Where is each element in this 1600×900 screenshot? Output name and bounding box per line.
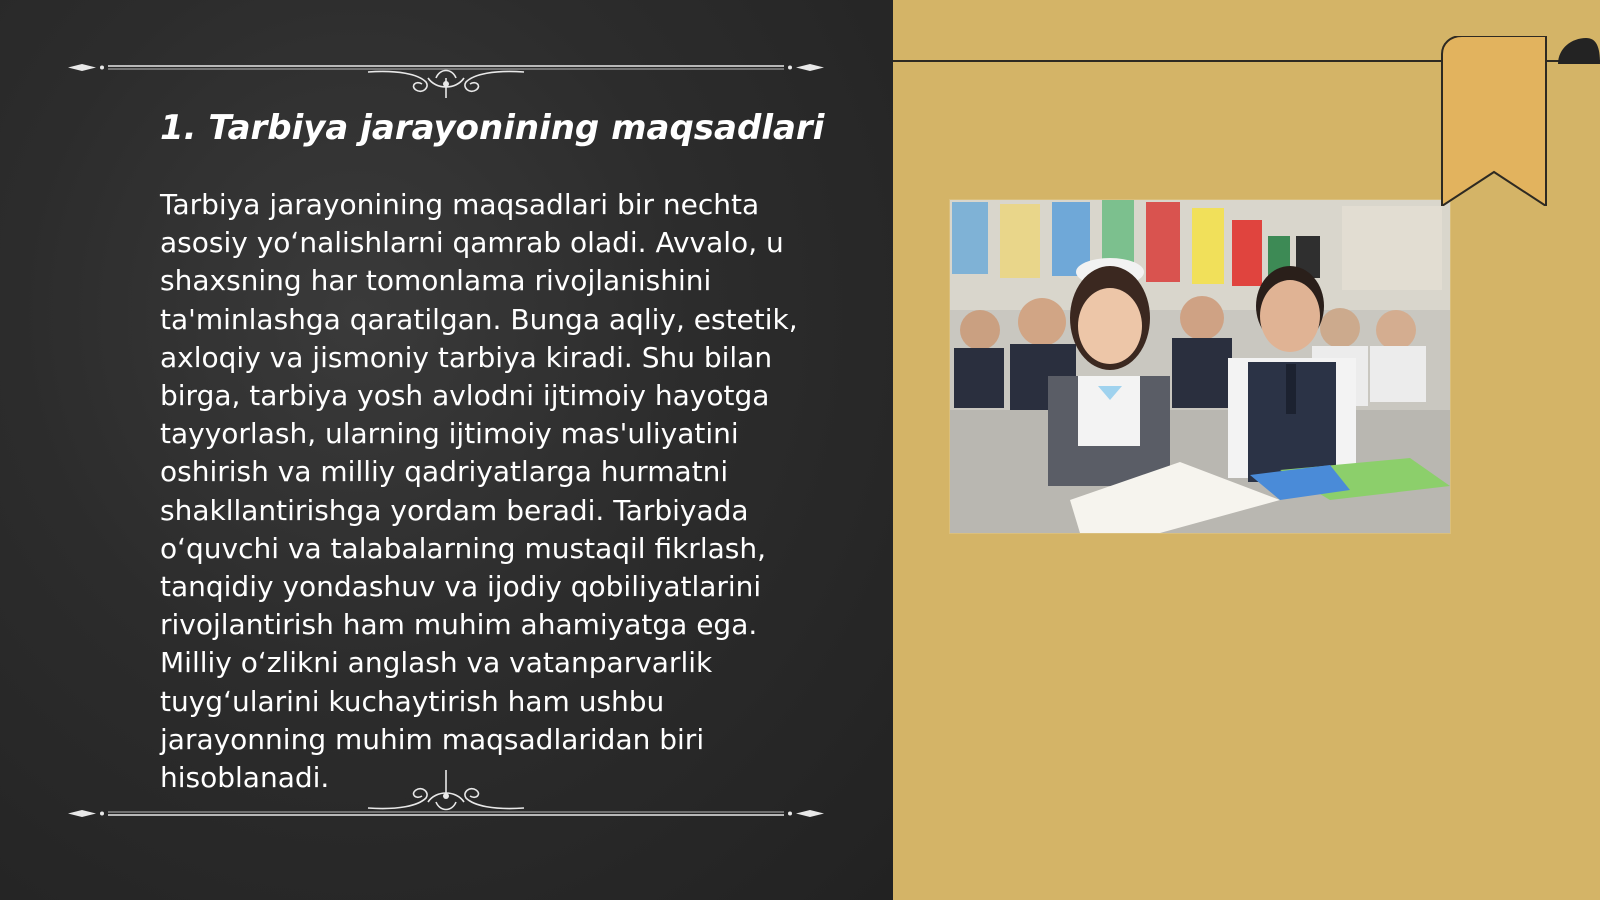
slide-title: 1. Tarbiya jarayonining maqsadlari (160, 108, 825, 148)
slide-body-text: Tarbiya jarayonining maqsadlari bir nechta asosiy yoʻnalishlarni qamrab oladi. Avvalo, u shaxsning har tomonlama rivojlanishini ta'minlashga qaratilgan. Bunga aqliy, estetik, axloqiy va jismoniy tarbiya kiradi. Shu bilan birga, tarbiya yosh avlodni ijtimoiy hayotga tayyorlash, ularning ijtimoiy mas'uliyatini oshirish va milliy qadriyatlarga hurmatni shakllantirishga yordam beradi. Tarbiyada oʻquvchi va talabalarning mustaqil fikrlash, tanqidiy yondashuv va ijodiy qobiliyatlarini rivojlantirish ham muhim ahamiyatga ega. Milliy oʻzlikni anglash va vatanparvarlik tuygʻularini kuchaytirish ham ushbu jarayonning muhim maqsadlaridan biri hisoblanadi. (160, 188, 798, 795)
ribbon-bookmark-icon (1436, 36, 1600, 206)
top-flourish-divider-icon (68, 38, 824, 98)
bottom-flourish-divider-icon (68, 770, 824, 830)
classroom-children-photo (950, 200, 1450, 533)
